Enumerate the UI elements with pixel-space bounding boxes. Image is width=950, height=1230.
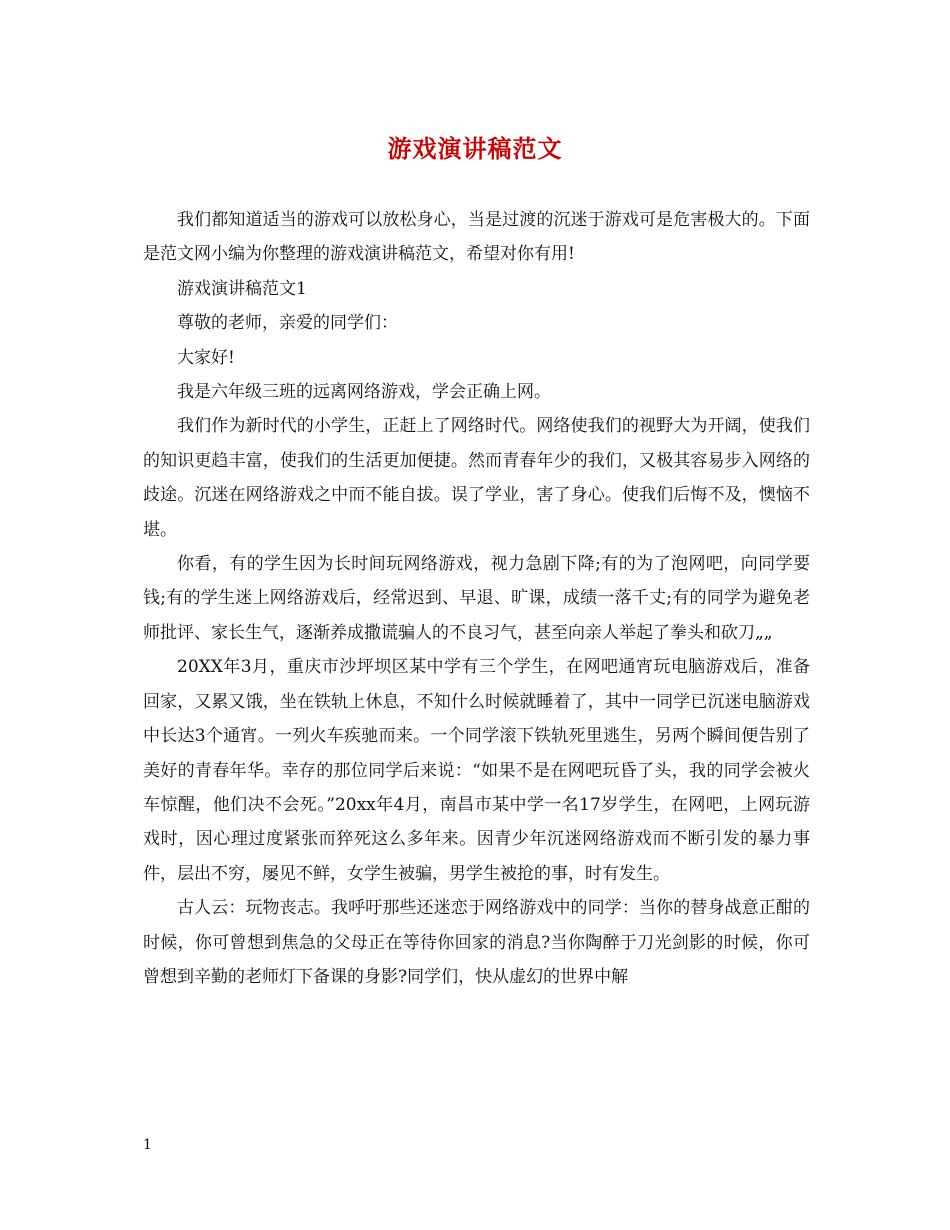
paragraph-network-era: 我们作为新时代的小学生，正赶上了网络时代。网络使我们的视野大为开阔，使我们的知识更趋丰富，使我们的生活更加便捷。然而青春年少的我们，又极其容易步入网络的歧途。沉迷在网络游戏之中而不能自拔。误了学业，害了身心。使我们后悔不及，懊恼不堪。 xyxy=(143,416,810,540)
paragraph-section-heading: 游戏演讲稿范文1 xyxy=(177,278,307,299)
paragraph-appeal: 古人云：玩物丧志。我呼吁那些还迷恋于网络游戏中的同学：当你的替身战意正酣的时候，你可曾想到焦急的父母正在等待你回家的消息?当你陶醉于刀光剑影的时候，你可曾想到辛勤的老师灯下备课的身影?同学们，快从虚幻的世界中解 xyxy=(143,898,810,987)
paragraph-salutation: 尊敬的老师，亲爱的同学们： xyxy=(177,313,398,334)
page-number: 1 xyxy=(143,1137,152,1153)
paragraph-intro: 我们都知道适当的游戏可以放松身心，当是过渡的沉迷于游戏可是危害极大的。下面是范文网小编为你整理的游戏演讲稿范文，希望对你有用! xyxy=(143,210,810,265)
document-body xyxy=(143,203,810,994)
document-title: 游戏演讲稿范文 xyxy=(387,134,563,163)
paragraph-incidents: 20XX年3月，重庆市沙坪坝区某中学有三个学生，在网吧通宵玩电脑游戏后，准备回家，又累又饿，坐在铁轨上休息，不知什么时候就睡着了，其中一同学已沉迷电脑游戏中长达3个通宵。一列火车疾驰而来。一个同学滚下铁轨死里逃生，另两个瞬间便告别了美好的青春年华。幸存的那位同学后来说：“如果不是在网吧玩昏了头，我的同学会被火车惊醒，他们决不会死。”20xx年4月，南昌市某中学一名17岁学生，在网吧，上网玩游戏时，因心理过度紧张而猝死这么多年来。因青少年沉迷网络游戏而不断引发的暴力事件，层出不穷，屡见不鲜，女学生被骗，男学生被抢的事，时有发生。 xyxy=(143,657,810,884)
paragraph-greeting: 大家好! xyxy=(177,347,235,368)
paragraph-examples: 你看，有的学生因为长时间玩网络游戏，视力急剧下降;有的为了泡网吧，向同学要钱;有的学生迷上网络游戏后，经常迟到、早退、旷课，成绩一落千丈;有的同学为避免老师批评、家长生气，逐渐养成撒谎骗人的不良习气，甚至向亲人举起了拳头和砍刀„„ xyxy=(143,554,810,643)
paragraph-topic: 我是六年级三班的远离网络游戏，学会正确上网。 xyxy=(177,382,551,403)
